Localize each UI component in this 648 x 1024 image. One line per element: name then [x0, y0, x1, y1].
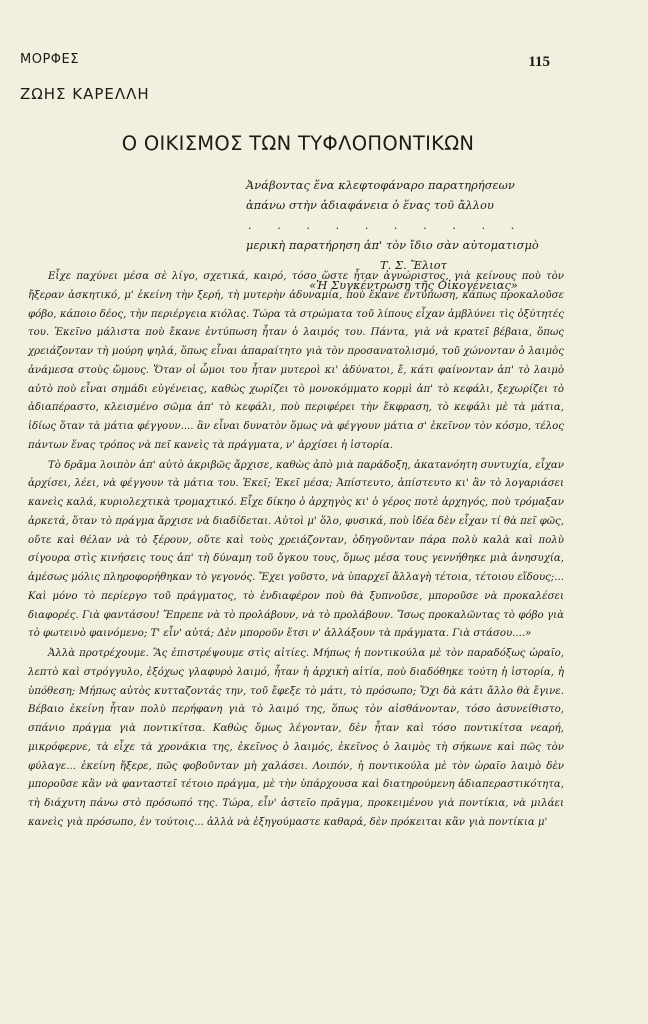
body-paragraph: Τὸ δρᾶμα λοιπὸν ἀπ' αὐτὸ ἀκριβῶς ἄρχισε, καθὼς ἀπὸ μιὰ παράδοξη, ἀκατανόητη συντυχία, εἶχαν ἀρχίσει, λέει, νὰ φέγγουν τὰ μάτια του. Ἐκεῖ; Ἐκεῖ μέσα; Ἀπίστευτο, ἀπίστευτο κι' ἂν τὸ λογαριάσει κανεὶς καλά, κυριολεχτικὰ τρομαχτικό. Εἶχε δίκηο ὁ ἀρχηγὸς κι' ὁ γέρος ποτὲ ἀρχηγός, ποὺ τρόμαξαν ἀρκετά, ὅταν τὸ πράγμα ἄρχισε νὰ διαδίδεται. Αὐτοὶ μ' ὅλο, φυσικά, ποὺ ἰδέα δὲν εἶχαν τί θὰ πεῖ φῶς, οὔτε καὶ θέλαν νὰ τὸ ξέρουν, οὔτε καὶ τοὺς χρειάζονταν, ὁδηγοῦνταν πάρα πολὺ καλὰ καὶ πολὺ σίγουρα στὶς κινήσεις τους ἀπ' τὴ δύναμη τοῦ ὄγκου τους, ὅμως μέσα τους γεννήθηκε μιὰ ἀνησυχία, ἀμέσως μόλις πληροφορήθηκαν τὸ γεγονός. Ἔχει γοῦστο, νὰ ὑπαρχεῖ ἄλλαγὴ τέτοια, τέτοιου εἴδους;... Καὶ μόνο τὸ περίεργο τοῦ πράγματος, τὸ ἐνδιαφέρον ποὺ θὰ ξυπνοῦσε, μποροῦσε νὰ προκαλέσει διαφορές. Γιὰ φαντάσου! Ἔπρεπε νὰ τὸ προλάβουν, νὰ τὸ προλάβουν. Ἴσως προκαλῶντας τὸ φόβο γιὰ τὸ φωτεινὸ φαινόμενο; Τ' εἶν' αὐτά; Δὲν μποροῦν ἔτσι ν' ἀλλάξουν τὰ πράγματα. Γιὰ στάσου....» [28, 459, 564, 640]
epigraph-source: «Ἡ Συγκέντρωση τῆς Οἰκογένειας» [309, 279, 518, 292]
epigraph-ellipsis: . . . . . . . . . . [248, 219, 526, 232]
running-head: ΜΟΡΦΕΣ [20, 52, 79, 67]
article-body [28, 268, 564, 833]
epigraph-line: μερικὴ παρατήρηση ἀπ' τὸν ἴδιο σὰν αὐτοματισμὸ [246, 239, 539, 252]
article-title: Ο ΟΙΚΙΣΜΟΣ ΤΩΝ ΤΥΦΛΟΠΟΝΤΙΚΩΝ [121, 132, 475, 155]
body-paragraph: Εἶχε παχύνει μέσα σὲ λίγο, σχετικά, καιρό, τόσο ὥστε ἦταν ἀγνώριστος, γιὰ κείνους ποὺ τὸν ἤξεραν ἀσκητικό, μ' ἐκείνη τὴν ξερή, τὴ μυτερὴν ἀδυναμία, ποὺ ἔκανε ἐντύπωση, κάπως προκαλοῦσε φόβο, κάποιο δέος, τὴν περιέργεια κιόλας. Τώρα τὰ στρώματα τοῦ λίπους εἶχαν ἀμβλύνει τὶς ὀξύτητές του. Ἐκεῖνο μάλιστα ποὺ ἔκανε ἐντύπωση ἦταν ὁ λαιμός του. Πάντα, γιὰ νὰ κρατεῖ βέβαια, ὅπως χρειάζονταν τὴ μούρη ψηλά, ὅπως εἶναι ἀπαραίτητο γιὰ τὸν προσανατολισμό, τοῦ χώνονταν ὁ λαιμὸς ἀνάμεσα στοὺς ὤμους. Ὅταν οἱ ὦμοι του ἦταν μυτεροὶ κι' ἀδύνατοι, ἔ, κάτι φαίνονταν ἀπ' τὸ λαιμὸ αὐτὸ ποὺ εἶναι σημάδι εὐγένειας, καθὼς χωρίζει τὸ μονοκόμματο κορμὶ ἀπ' τὸ κεφάλι, ξεχωρίζει τὸ ἀδιαπέραστο, κλεισμένο σῶμα ἀπ' τὸ κεφάλι, ποὺ περιφέρει τὴν ἔκφραση, τὸ κεφάλι μὲ τὰ μάτια, ἰδίως ὅταν τὰ μάτια φέγγουν.... ἂν εἶναι δυνατὸν ὅμως νὰ φέγγουν μάτια σ' ἐκεῖνον τὸν κόσμο, τέλος πάντων ἕνας τρόπος νὰ πεῖ κανεὶς τὰ πράγματα, ν' ἀρχίσει ἡ ἱστορία. [28, 271, 564, 451]
article-author: ΖΩΗΣ ΚΑΡΕΛΛΗ [20, 85, 150, 103]
body-paragraph: Ἀλλὰ προτρέχουμε. Ἂς ἐπιστρέψουμε στὶς αἰτίες. Μήπως ἡ ποντικούλα μὲ τὸν παραδόξως ὡραῖο, λεπτὸ καὶ στρόγγυλο, ἐξόχως γλαφυρὸ λαιμό, ἦταν ἡ ἀρχικὴ αἰτία, ποὺ διαδόθηκε τούτη ἡ ἱστορία, ἡ ὑπόθεση; Μήπως αὐτὸς κυτταζοντάς την, τοῦ ἔφεξε τὸ μάτι, τὸ πρόσωπο; Ὄχι δὰ κάτι ἄλλο θὰ ἔγινε. Βέβαιο ἐκείνη ἦταν πολὺ περήφανη γιὰ τὸ λαιμό της, ὅπως τὸν αἰσθάνονταν, τόσο ἀσυνείθιστο, σπάνιο πράγμα γιὰ ποντικίτσα. Καθὼς ὅμως λέγονταν, δὲν ἦταν καὶ τόσο ποντικίτσα νεαρή, μικρόφερνε, τὰ εἶχε τὰ χρονάκια της, ἐκεῖνος ὁ λαιμός, ἐκεῖνος ὁ λαιμὸς τὴ σήκωνε καὶ πῶς τὸν φύλαγε... ἐκείνη ἤξερε, πῶς φοβοῦνταν μὴ χαλάσει. Λοιπόν, ἡ ποντικούλα μὲ τὸν ὡραῖο λαιμὸ δὲν μποροῦσε κἂν νὰ φανταστεῖ τέτοιο πράγμα, μὲ τὴν ὑπάρχουσα καὶ διατηρούμενη ἀδιαπεραστικότητα, τὴ διάχυτη πάνω στὸ πρόσωπό της. Τώρα, εἶν' ἀστεῖο πρᾶγμα, προκειμένου γιὰ ποντίκια, νὰ μιλάει κανεὶς γιὰ πρόσωπο, ἐν τούτοις... ἀλλὰ νὰ ἐξηγούμαστε καθαρά, δὲν πρόκειται κἂν γιὰ ποντίκια μ' [28, 648, 564, 828]
epigraph-line: Ἀνάβοντας ἕνα κλεφτοφάναρο παρατηρήσεων [246, 179, 515, 192]
epigraph-line: ἀπάνω στὴν ἀδιαφάνεια ὁ ἕνας τοῦ ἄλλου [246, 199, 494, 212]
page-number: 115 [528, 54, 550, 70]
epigraph-attribution: Τ. Σ. Ἔλιοτ [379, 259, 448, 272]
